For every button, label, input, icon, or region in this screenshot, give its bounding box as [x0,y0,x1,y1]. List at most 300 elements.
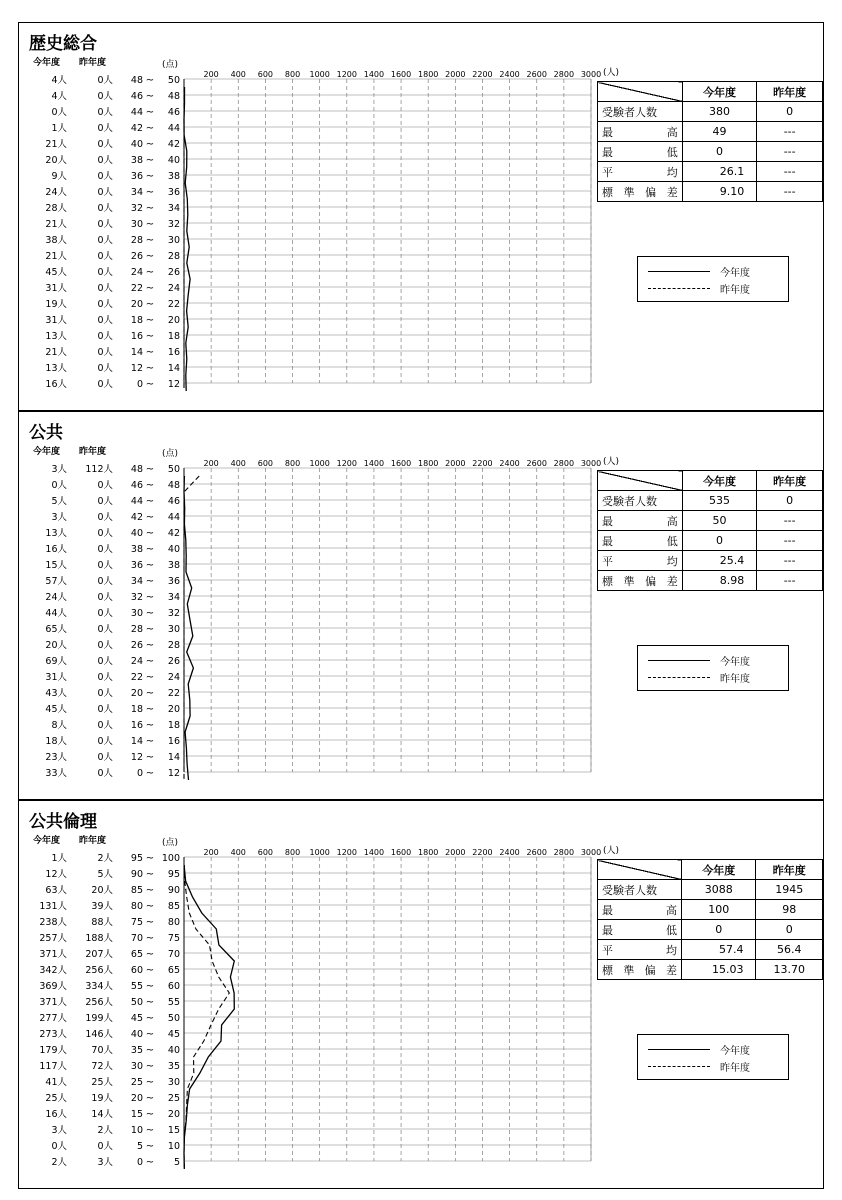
score-range-end: 34 [167,203,180,214]
stats-header-last-year: 昨年度 [757,82,823,102]
legend-current: 今年度 [720,656,750,668]
this-year-count: 57人 [45,576,67,587]
last-year-count: 0人 [97,251,113,262]
x-tick-label: 1600 [390,459,412,468]
last-year-count: 256人 [85,997,113,1008]
score-range-start: 26 [130,640,143,651]
header-last-year: 昨年度 [79,447,107,457]
score-range-start: 36 [130,560,143,571]
x-tick-label: 2800 [553,70,575,79]
x-tick-label: 600 [257,848,274,857]
last-year-count: 0人 [97,219,113,230]
range-tilde: ~ [145,171,155,182]
x-tick-label: 800 [284,459,301,468]
range-tilde: ~ [145,1077,155,1088]
last-year-count: 20人 [91,885,113,896]
x-tick-label: 2000 [445,848,466,857]
stats-value-min-last-year: --- [757,531,823,551]
last-year-count: 0人 [97,267,113,278]
chart-title: 公共 [29,423,63,443]
this-year-count: 277人 [39,1013,67,1024]
legend [637,256,789,302]
last-year-count: 0人 [97,672,113,683]
score-range-end: 95 [167,869,180,880]
score-range-end: 50 [167,1013,180,1024]
score-range-start: 22 [130,672,143,683]
last-year-count: 256人 [85,965,113,976]
last-year-count: 0人 [97,331,113,342]
stats-value-min-last-year: 0 [756,920,823,940]
x-tick-label: 800 [284,70,301,79]
last-year-count: 0人 [97,608,113,619]
points-unit: (点) [162,60,179,70]
stats-label-examinees: 受験者人数 [598,102,683,122]
range-tilde: ~ [145,544,155,555]
score-range-start: 44 [130,107,143,118]
legend-previous: 昨年度 [720,1062,750,1074]
score-range-end: 18 [167,331,180,342]
last-year-count: 334人 [85,981,113,992]
last-year-count: 0人 [97,544,113,555]
x-tick-label: 2600 [526,459,547,468]
stats-value-min-this-year: 0 [682,920,756,940]
range-tilde: ~ [145,624,155,635]
range-tilde: ~ [145,528,155,539]
stats-header-this-year: 今年度 [682,82,757,102]
last-year-count: 0人 [97,576,113,587]
last-year-count: 0人 [97,155,113,166]
score-range-start: 0 [136,1157,143,1168]
range-tilde: ~ [145,672,155,683]
x-tick-label: 400 [230,848,246,857]
score-range-start: 22 [130,283,143,294]
score-range-start: 50 [130,997,143,1008]
this-year-count: 65人 [45,624,67,635]
score-range-end: 48 [167,480,180,491]
score-range-start: 34 [130,187,143,198]
score-range-start: 80 [130,901,143,912]
this-year-count: 9人 [51,171,67,182]
x-tick-label: 1200 [336,70,357,79]
stats-value-max-this-year: 50 [682,511,757,531]
this-year-count: 1人 [51,123,67,134]
x-tick-label: 800 [284,848,301,857]
score-range-end: 5 [173,1157,180,1168]
x-tick-label: 2600 [526,848,547,857]
stats-value-max-last-year: 98 [756,900,823,920]
range-tilde: ~ [145,139,155,150]
this-year-count: 3人 [51,464,67,475]
x-tick-label: 3000 [580,70,602,79]
last-year-count: 0人 [97,720,113,731]
score-range-start: 42 [130,512,143,523]
legend-dashed-line [648,288,710,289]
last-year-count: 39人 [91,901,113,912]
range-tilde: ~ [145,869,155,880]
score-range-start: 20 [130,688,143,699]
x-tick-label: 1600 [390,848,412,857]
score-range-start: 16 [130,331,143,342]
this-year-count: 369人 [39,981,67,992]
stats-value-stdev-this-year: 15.03 [682,960,756,980]
stats-value-avg-last-year: --- [757,551,823,571]
x-tick-label: 2400 [499,848,520,857]
score-range-end: 15 [167,1125,180,1136]
score-range-start: 30 [130,219,143,230]
this-year-count: 31人 [45,672,67,683]
this-year-count: 28人 [45,203,67,214]
this-year-count: 13人 [45,363,67,374]
legend-dashed-line [648,677,710,678]
stats-header-this-year: 今年度 [682,860,756,880]
x-tick-label: 2400 [499,70,520,79]
this-year-count: 0人 [51,1141,67,1152]
stats-label-examinees: 受験者人数 [598,880,682,900]
range-tilde: ~ [145,1045,155,1056]
last-year-count: 0人 [97,512,113,523]
this-year-count: 12人 [45,869,67,880]
stats-label-max: 最 高 [598,511,683,531]
last-year-count: 207人 [85,949,113,960]
last-year-count: 0人 [97,75,113,86]
score-range-end: 42 [167,139,180,150]
this-year-count: 16人 [45,1109,67,1120]
stats-header-last-year: 昨年度 [756,860,823,880]
points-unit: (点) [162,449,179,459]
last-year-count: 14人 [91,1109,113,1120]
stats-label-min: 最 低 [598,142,683,162]
range-tilde: ~ [145,965,155,976]
last-year-count: 0人 [97,171,113,182]
range-tilde: ~ [145,853,155,864]
last-year-count: 188人 [85,933,113,944]
this-year-count: 69人 [45,656,67,667]
last-year-count: 88人 [91,917,113,928]
score-range-end: 22 [167,688,180,699]
last-year-count: 0人 [97,347,113,358]
stats-value-avg-this-year: 26.1 [682,162,757,182]
this-year-count: 19人 [45,299,67,310]
last-year-count: 0人 [97,496,113,507]
score-range-end: 24 [167,283,180,294]
this-year-count: 16人 [45,544,67,555]
score-range-start: 24 [130,267,143,278]
stats-value-examinees-this-year: 3088 [682,880,756,900]
this-year-count: 16人 [45,379,67,390]
stats-value-examinees-last-year: 1945 [756,880,823,900]
score-range-start: 24 [130,656,143,667]
range-tilde: ~ [145,1109,155,1120]
legend-solid-line [648,1049,710,1050]
score-range-end: 46 [167,107,180,118]
x-tick-label: 2600 [526,70,547,79]
score-range-start: 38 [130,544,143,555]
stats-header-last-year: 昨年度 [757,471,823,491]
this-year-count: 0人 [51,480,67,491]
this-year-count: 8人 [51,720,67,731]
score-range-end: 36 [167,576,180,587]
range-tilde: ~ [145,1157,155,1168]
this-year-count: 117人 [39,1061,67,1072]
stats-label-max: 最 高 [598,900,682,920]
x-tick-label: 200 [203,848,219,857]
x-tick-label: 3000 [580,848,602,857]
score-range-start: 15 [130,1109,143,1120]
this-year-count: 4人 [51,75,67,86]
people-unit: (人) [603,846,620,856]
score-range-start: 95 [130,853,143,864]
last-year-count: 3人 [97,1157,113,1168]
score-range-start: 36 [130,171,143,182]
range-tilde: ~ [145,347,155,358]
score-range-start: 75 [130,917,143,928]
this-year-count: 238人 [39,917,67,928]
last-year-count: 0人 [97,704,113,715]
stats-value-avg-last-year: --- [757,162,823,182]
range-tilde: ~ [145,283,155,294]
last-year-count: 0人 [97,123,113,134]
header-last-year: 昨年度 [79,58,107,68]
header-last-year: 昨年度 [79,836,107,846]
score-range-start: 45 [130,1013,143,1024]
stats-header-this-year: 今年度 [682,471,757,491]
score-range-start: 42 [130,123,143,134]
last-year-count: 0人 [97,379,113,390]
stats-value-min-this-year: 0 [682,531,757,551]
range-tilde: ~ [145,155,155,166]
score-range-end: 50 [167,75,180,86]
x-tick-label: 400 [230,459,246,468]
range-tilde: ~ [145,512,155,523]
stats-value-examinees-last-year: 0 [757,102,823,122]
chart-section-1 [18,411,824,800]
x-tick-label: 1000 [309,70,330,79]
score-range-start: 46 [130,91,143,102]
range-tilde: ~ [145,107,155,118]
x-tick-label: 1200 [336,848,357,857]
range-tilde: ~ [145,885,155,896]
stats-label-avg: 平 均 [598,551,683,571]
x-tick-label: 1400 [363,459,385,468]
legend-dashed-line [648,1066,710,1067]
score-range-end: 20 [167,704,180,715]
range-tilde: ~ [145,560,155,571]
this-year-count: 3人 [51,1125,67,1136]
stats-value-avg-last-year: 56.4 [756,940,823,960]
score-range-end: 20 [167,1109,180,1120]
this-year-count: 25人 [45,1093,67,1104]
score-range-end: 26 [167,267,180,278]
x-tick-label: 200 [203,459,219,468]
last-year-count: 72人 [91,1061,113,1072]
score-range-end: 60 [167,981,180,992]
score-range-end: 70 [167,949,180,960]
this-year-count: 44人 [45,608,67,619]
range-tilde: ~ [145,267,155,278]
stats-label-max: 最 高 [598,122,683,142]
range-tilde: ~ [145,981,155,992]
stats-value-min-last-year: --- [757,142,823,162]
score-range-end: 85 [167,901,180,912]
score-range-end: 100 [161,853,180,864]
score-range-start: 30 [130,1061,143,1072]
score-range-end: 42 [167,528,180,539]
last-year-count: 0人 [97,187,113,198]
score-range-start: 48 [130,75,143,86]
score-range-start: 5 [136,1141,143,1152]
score-range-start: 55 [130,981,143,992]
last-year-count: 0人 [97,203,113,214]
x-tick-label: 1400 [363,70,385,79]
score-range-start: 35 [130,1045,143,1056]
range-tilde: ~ [145,576,155,587]
score-range-end: 30 [167,624,180,635]
stats-label-min: 最 低 [598,920,682,940]
header-this-year: 今年度 [33,447,61,457]
stats-value-max-this-year: 100 [682,900,756,920]
score-range-end: 75 [167,933,180,944]
this-year-count: 342人 [39,965,67,976]
range-tilde: ~ [145,997,155,1008]
range-tilde: ~ [145,949,155,960]
range-tilde: ~ [145,736,155,747]
score-range-start: 0 [136,379,143,390]
x-tick-label: 600 [257,459,274,468]
score-range-end: 40 [167,155,180,166]
stats-value-stdev-last-year: --- [757,182,823,202]
chart-section-2 [18,800,824,1189]
last-year-count: 0人 [97,736,113,747]
score-range-start: 44 [130,496,143,507]
this-year-count: 43人 [45,688,67,699]
diagonal-cell [598,860,682,880]
x-tick-label: 2000 [445,459,466,468]
score-range-start: 30 [130,608,143,619]
stats-label-min: 最 低 [598,531,683,551]
range-tilde: ~ [145,640,155,651]
score-range-end: 12 [167,379,180,390]
x-tick-label: 1800 [418,848,439,857]
range-tilde: ~ [145,933,155,944]
score-range-end: 12 [167,768,180,779]
this-year-count: 4人 [51,91,67,102]
range-tilde: ~ [145,720,155,731]
this-year-count: 13人 [45,528,67,539]
this-year-count: 371人 [39,949,67,960]
this-year-count: 24人 [45,187,67,198]
score-range-end: 30 [167,1077,180,1088]
range-tilde: ~ [145,315,155,326]
stats-value-stdev-last-year: 13.70 [756,960,823,980]
score-range-end: 16 [167,347,180,358]
last-year-count: 0人 [97,624,113,635]
this-year-count: 273人 [39,1029,67,1040]
score-range-start: 60 [130,965,143,976]
this-year-count: 20人 [45,640,67,651]
range-tilde: ~ [145,496,155,507]
score-range-end: 14 [167,363,180,374]
score-range-end: 25 [167,1093,180,1104]
score-range-end: 44 [167,512,180,523]
range-tilde: ~ [145,1125,155,1136]
score-range-start: 14 [130,347,143,358]
score-range-start: 10 [130,1125,143,1136]
range-tilde: ~ [145,704,155,715]
x-tick-label: 2000 [445,70,466,79]
stats-value-stdev-this-year: 9.10 [682,182,757,202]
score-range-start: 40 [130,139,143,150]
this-year-count: 20人 [45,155,67,166]
score-range-end: 46 [167,496,180,507]
stats-table [597,859,823,980]
x-tick-label: 400 [230,70,246,79]
last-year-count: 0人 [97,480,113,491]
last-year-count: 0人 [97,752,113,763]
last-year-count: 112人 [85,464,113,475]
last-year-count: 0人 [97,528,113,539]
range-tilde: ~ [145,75,155,86]
chart-section-0 [18,22,824,411]
this-year-count: 45人 [45,704,67,715]
range-tilde: ~ [145,1013,155,1024]
last-year-count: 0人 [97,560,113,571]
stats-label-stdev: 標 準 偏 差 [598,571,683,591]
this-year-count: 45人 [45,267,67,278]
score-range-end: 30 [167,235,180,246]
range-tilde: ~ [145,219,155,230]
x-tick-label: 1800 [418,70,439,79]
score-range-start: 46 [130,480,143,491]
stats-value-avg-this-year: 25.4 [682,551,757,571]
score-range-end: 22 [167,299,180,310]
score-range-end: 40 [167,1045,180,1056]
this-year-count: 13人 [45,331,67,342]
score-range-start: 70 [130,933,143,944]
stats-value-examinees-this-year: 535 [682,491,757,511]
score-range-start: 85 [130,885,143,896]
score-range-end: 55 [167,997,180,1008]
last-year-count: 0人 [97,235,113,246]
stats-table [597,81,823,202]
this-year-count: 23人 [45,752,67,763]
stats-value-min-this-year: 0 [682,142,757,162]
score-range-start: 20 [130,1093,143,1104]
stats-value-examinees-last-year: 0 [757,491,823,511]
score-range-end: 38 [167,171,180,182]
legend [637,645,789,691]
score-range-end: 20 [167,315,180,326]
score-range-start: 18 [130,315,143,326]
this-year-count: 371人 [39,997,67,1008]
score-range-end: 90 [167,885,180,896]
stats-value-stdev-last-year: --- [757,571,823,591]
range-tilde: ~ [145,331,155,342]
this-year-count: 33人 [45,768,67,779]
range-tilde: ~ [145,187,155,198]
score-range-start: 18 [130,704,143,715]
last-year-count: 25人 [91,1077,113,1088]
x-tick-label: 3000 [580,459,602,468]
range-tilde: ~ [145,656,155,667]
x-tick-label: 1200 [336,459,357,468]
chart-title: 公共倫理 [29,812,97,832]
stats-value-stdev-this-year: 8.98 [682,571,757,591]
score-range-start: 26 [130,251,143,262]
x-tick-label: 2200 [472,848,493,857]
x-tick-label: 2200 [472,459,493,468]
this-year-count: 41人 [45,1077,67,1088]
this-year-count: 1人 [51,853,67,864]
